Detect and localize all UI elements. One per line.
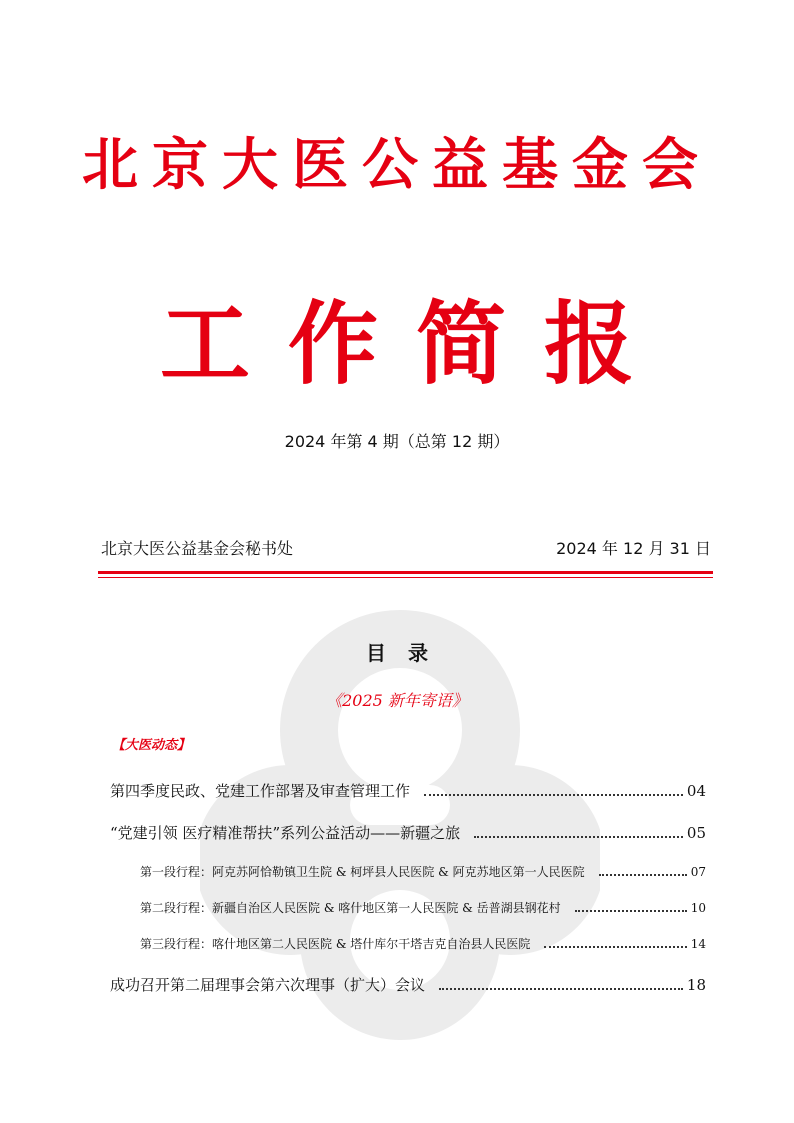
toc-leader-dots [424, 793, 683, 796]
toc-entry-page: 18 [686, 976, 706, 994]
toc-leader-dots [544, 945, 686, 948]
toc-entry-title: 第三段行程：喀什地区第二人民医院 & 塔什库尔干塔吉克自治县人民医院 [140, 937, 531, 951]
toc-leader-dots [575, 909, 687, 912]
toc-leader-dots [599, 873, 687, 876]
toc-subentry[interactable] [140, 899, 706, 916]
toc-entry-title: “党建引领 医疗精准帮扶”系列公益活动——新疆之旅 [110, 824, 461, 842]
toc-entry-title: 第二段行程：新疆自治区人民医院 & 喀什地区第一人民医院 & 岳普湖县钢花村 [140, 901, 561, 915]
toc-leader-dots [474, 835, 683, 838]
toc-greeting-link[interactable]: 《2025 新年寄语》 [326, 691, 468, 710]
publisher-name: 北京大医公益基金会秘书处 [101, 539, 294, 558]
header-rule-thick [98, 571, 713, 574]
toc-heading: 目录 [366, 641, 450, 665]
toc-subentry[interactable] [140, 863, 706, 880]
toc-entry-page: 10 [690, 901, 706, 915]
toc-section-tag: 【大医动态】 [112, 738, 191, 753]
header-rule-thin [98, 577, 713, 578]
toc-leader-dots [439, 987, 683, 990]
bulletin-title: 工作简报 [160, 292, 672, 397]
org-name-heading: 北京大医公益基金会 [82, 133, 712, 198]
toc-entry-title: 第四季度民政、党建工作部署及审查管理工作 [110, 782, 411, 800]
toc-entry-title: 第一段行程：阿克苏阿恰勒镇卫生院 & 柯坪县人民医院 & 阿克苏地区第一人民医院 [140, 865, 585, 879]
toc-entry-page: 07 [690, 865, 706, 879]
toc-subentry[interactable] [140, 935, 706, 952]
toc-entry[interactable] [110, 780, 706, 801]
publish-date: 2024 年 12 月 31 日 [556, 539, 711, 558]
toc-entry-page: 04 [686, 782, 706, 800]
toc-entry[interactable] [110, 974, 706, 995]
toc-entry-page: 05 [686, 824, 706, 842]
toc-entry-title: 成功召开第二届理事会第六次理事（扩大）会议 [110, 976, 426, 994]
toc-entry-page: 14 [690, 937, 706, 951]
toc-entry[interactable] [110, 822, 706, 843]
issue-number: 2024 年第 4 期（总第 12 期） [284, 432, 510, 451]
